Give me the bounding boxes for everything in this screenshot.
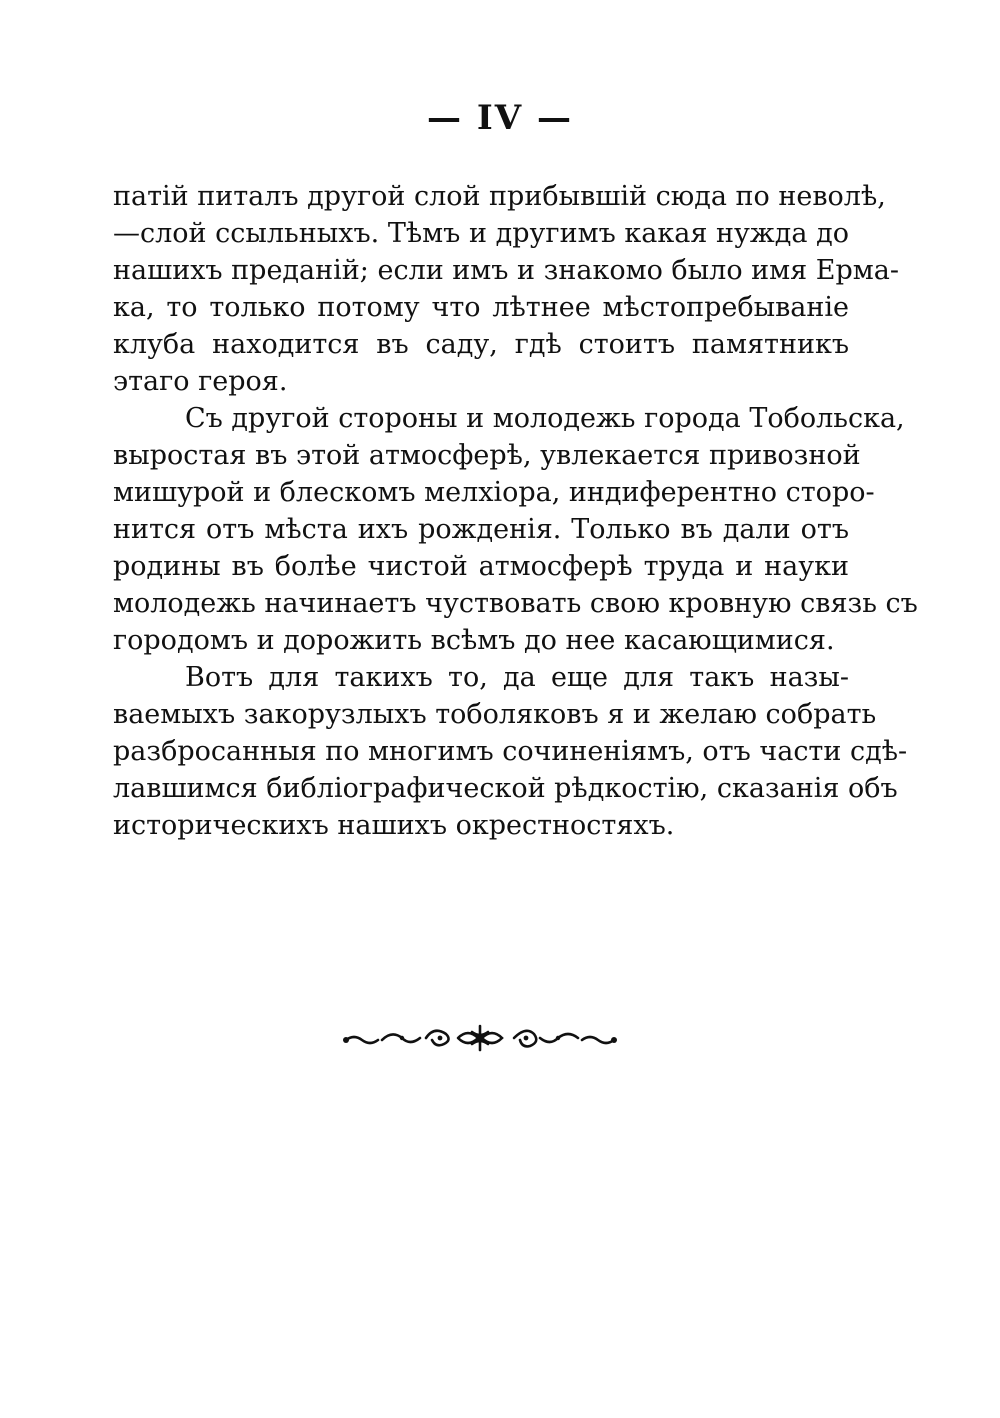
text-line: родины въ болѣе чистой атмосферѣ труда и науки [113, 551, 849, 582]
floral-ornament-icon [340, 1018, 620, 1058]
text-line: этаго героя. [113, 366, 288, 397]
paragraph [113, 400, 918, 659]
text-line: городомъ и дорожить всѣмъ до нее касающимися. [113, 625, 835, 656]
text-line: ваемыхъ закорузлыхъ тоболяковъ я и желаю собрать [113, 699, 877, 730]
page-number: — IV — [427, 98, 573, 138]
text-line: ка, то только потому что лѣтнее мѣстопребываніе [113, 292, 849, 323]
paragraph [113, 659, 908, 844]
text-line: выростая въ этой атмосферѣ, увлекается привозной [113, 440, 861, 471]
text-line: историческихъ нашихъ окрестностяхъ. [113, 810, 675, 841]
text-line: лавшимся библіографической рѣдкостію, сказанія объ [113, 773, 898, 804]
text-line: мишурой и блескомъ мелхіора, индиферентно сторо- [113, 477, 875, 508]
paragraph [113, 178, 899, 400]
text-line: нашихъ преданій; если имъ и знакомо было имя Ерма- [113, 255, 899, 286]
text-line: клуба находится въ саду, гдѣ стоитъ памятникъ [113, 329, 849, 360]
text-line: Съ другой стороны и молодежь города Тобольска, [185, 403, 905, 434]
text-line: Вотъ для такихъ то, да еще для такъ назы- [185, 662, 849, 693]
body-text [113, 178, 918, 844]
text-line: молодежь начинаетъ чуствовать свою кровную связь съ [113, 588, 918, 619]
text-line: патій питалъ другой слой прибывшій сюда по неволѣ, [113, 181, 886, 212]
text-line: —слой ссыльныхъ. Тѣмъ и другимъ какая нужда до [113, 218, 849, 249]
text-line: разбросанныя по многимъ сочиненіямъ, отъ части сдѣ- [113, 736, 908, 767]
text-line: нится отъ мѣста ихъ рожденія. Только въ дали отъ [113, 514, 849, 545]
